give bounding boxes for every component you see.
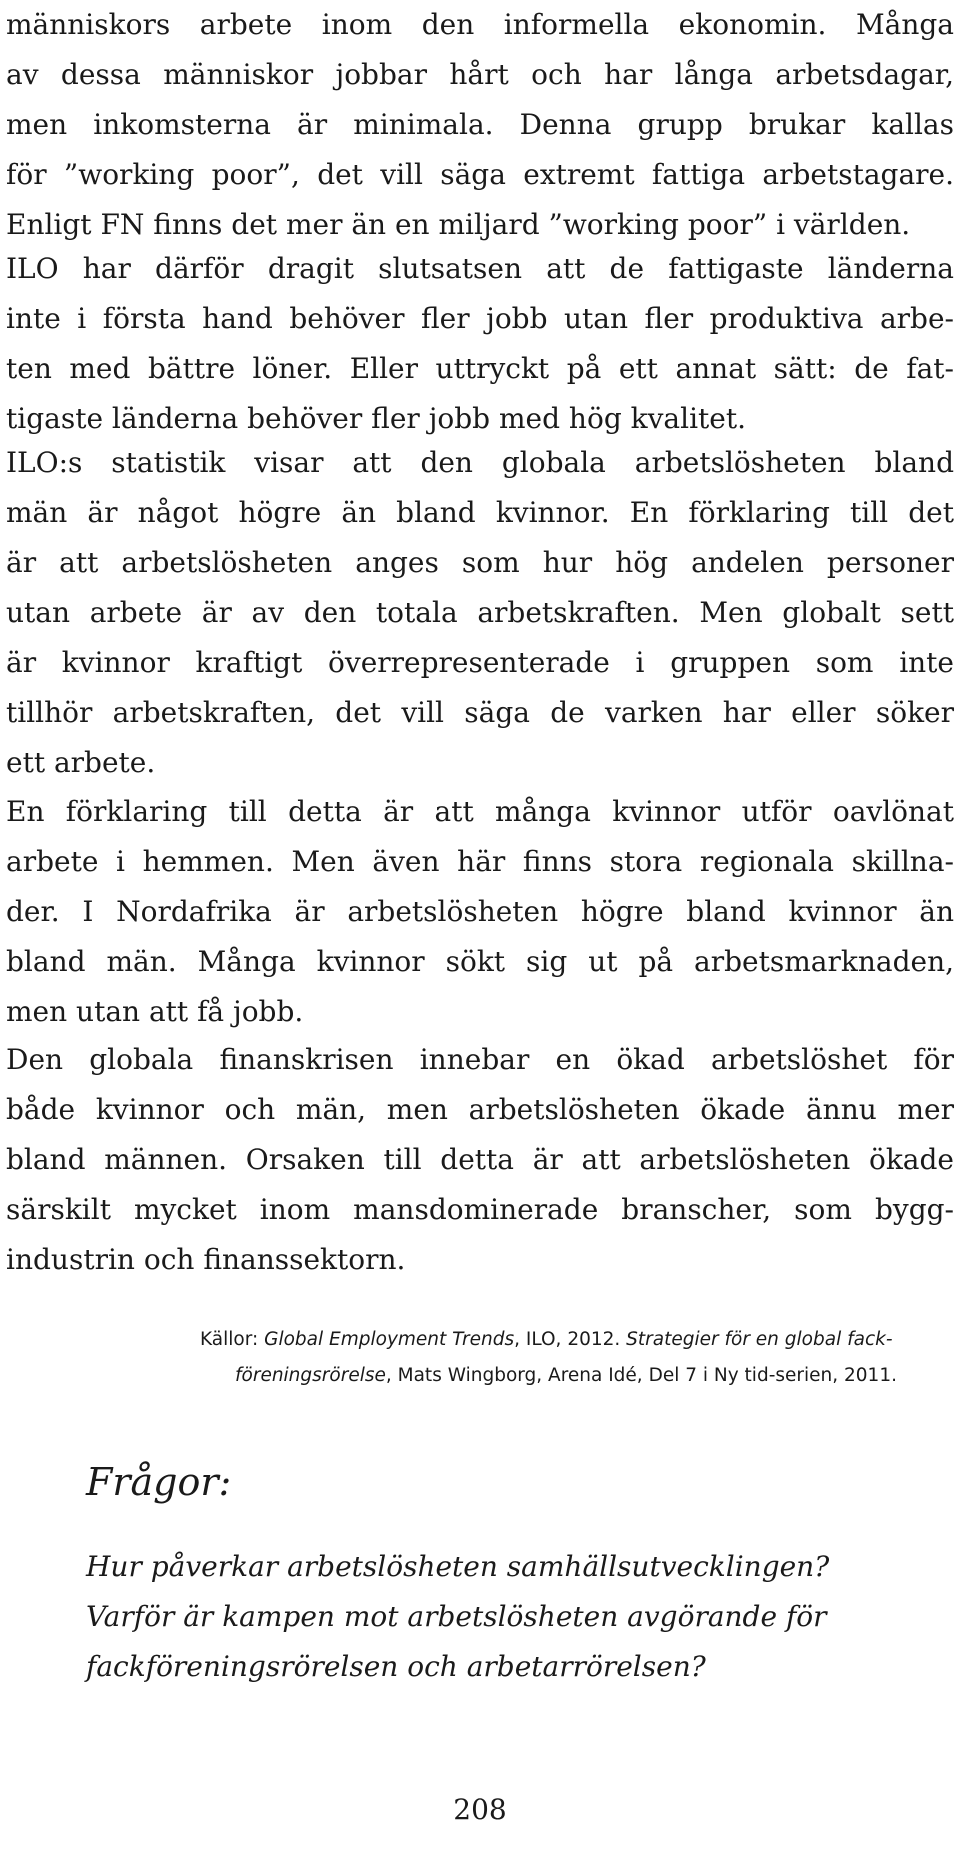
source-title-strategier-part2: föreningsrörelse xyxy=(235,1365,386,1386)
questions-heading: Frågor: xyxy=(86,1460,232,1504)
text-line: ten med bättre löner. Eller uttryckt på ett annat sätt: de fat- xyxy=(6,352,954,385)
text-line: Enligt FN finns det mer än en miljard ”working poor” i världen. xyxy=(6,208,911,241)
text-line: bland män. Många kvinnor sökt sig ut på arbetsmarknaden, xyxy=(6,945,954,978)
source-publisher-ilo: , ILO, 2012. xyxy=(514,1329,627,1350)
text-line: Den globala finanskrisen innebar en ökad arbetslöshet för xyxy=(6,1043,954,1076)
source-title-strategier-part1: Strategier för en global fack- xyxy=(626,1329,893,1350)
text-line: men inkomsterna är minimala. Denna grupp brukar kallas xyxy=(6,108,954,141)
paragraph-financial-crisis xyxy=(6,1035,954,1285)
text-line: är kvinnor kraftigt överrepresenterade i gruppen som inte xyxy=(6,646,954,679)
text-line: tigaste länderna behöver fler jobb med hög kvalitet. xyxy=(6,402,747,435)
sources-line-2 xyxy=(200,1358,952,1394)
text-line: En förklaring till detta är att många kvinnor utför oavlönat xyxy=(6,795,954,828)
text-line: män är något högre än bland kvinnor. En förklaring till det xyxy=(6,496,954,529)
text-line: bland männen. Orsaken till detta är att arbetslösheten ökade xyxy=(6,1143,954,1176)
text-line: av dessa människor jobbar hårt och har långa arbetsdagar, xyxy=(6,58,954,91)
text-line: arbete i hemmen. Men även här finns stora regionala skillna- xyxy=(6,845,954,878)
text-line: både kvinnor och män, men arbetslösheten ökade ännu mer xyxy=(6,1093,954,1126)
sources-note xyxy=(200,1322,952,1394)
page-number: 208 xyxy=(453,1793,507,1826)
text-line: ILO:s statistik visar att den globala arbetslösheten bland xyxy=(6,446,954,479)
text-line: utan arbete är av den totala arbetskraften. Men globalt sett xyxy=(6,596,954,629)
text-line: särskilt mycket inom mansdominerade branscher, som bygg- xyxy=(6,1193,954,1226)
text-line: människors arbete inom den informella ekonomin. Många xyxy=(6,8,954,41)
paragraph-ilo-conclusion xyxy=(6,244,954,444)
source-details-wingborg: , Mats Wingborg, Arena Idé, Del 7 i Ny tid-serien, 2011. xyxy=(385,1365,897,1386)
text-line: industrin och finanssektorn. xyxy=(6,1243,406,1276)
text-line: är att arbetslösheten anges som hur hög andelen personer xyxy=(6,546,954,579)
question-line: Hur påverkar arbetslösheten samhällsutvecklingen? xyxy=(86,1550,830,1583)
paragraph-working-poor xyxy=(6,0,954,250)
text-line: men utan att få jobb. xyxy=(6,995,304,1028)
text-line: inte i första hand behöver fler jobb utan fler produktiva arbe- xyxy=(6,302,954,335)
text-line: ILO har därför dragit slutsatsen att de fattigaste länderna xyxy=(6,252,954,285)
question-line: Varför är kampen mot arbetslösheten avgörande för xyxy=(86,1600,827,1633)
text-line: ett arbete. xyxy=(6,746,156,779)
text-line: der. I Nordafrika är arbetslösheten högre bland kvinnor än xyxy=(6,895,954,928)
question-line: fackföreningsrörelsen och arbetarrörelsen? xyxy=(86,1650,706,1683)
questions-list xyxy=(86,1542,829,1692)
source-title-global-employment-trends: Global Employment Trends xyxy=(264,1329,515,1350)
sources-label: Källor: xyxy=(200,1329,265,1350)
paragraph-unpaid-work xyxy=(6,787,954,1037)
paragraph-ilo-statistics xyxy=(6,438,954,788)
text-line: tillhör arbetskraften, det vill säga de varken har eller söker xyxy=(6,696,954,729)
text-line: för ”working poor”, det vill säga extremt fattiga arbetstagare. xyxy=(6,158,954,191)
sources-line-1 xyxy=(200,1322,952,1358)
